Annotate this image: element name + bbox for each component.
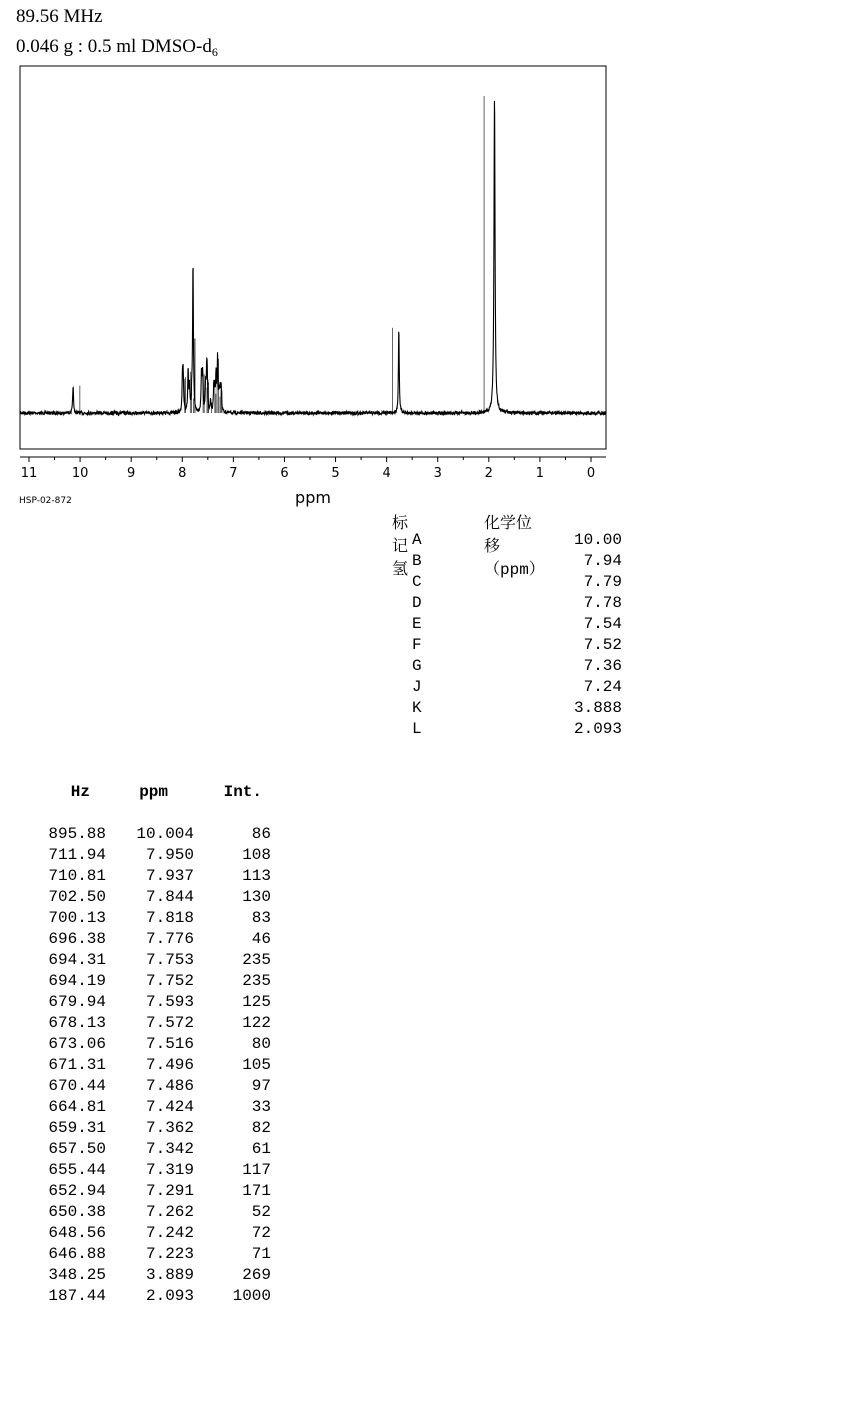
x-axis-ticks [29,457,591,462]
peak-header-hz: Hz [70,783,90,801]
peak-intensity: 122 [242,1014,271,1032]
nmr-spectrum-chart [0,0,850,520]
peak-intensity: 33 [251,1098,271,1116]
peak-intensity: 235 [242,951,271,969]
peak-hz: 670.44 [48,1077,106,1095]
peak-ppm: 7.752 [145,972,194,990]
peak-intensity: 97 [251,1077,271,1095]
peak-ppm: 7.776 [145,930,194,948]
x-tick-label: 2 [484,466,493,481]
peak-ppm: 2.093 [145,1287,194,1305]
peak-header-ppm: ppm [139,783,168,801]
peak-ppm: 7.262 [145,1203,194,1221]
x-tick-label: 0 [586,466,596,481]
peak-hz: 655.44 [48,1161,106,1179]
peak-intensity: 83 [251,909,271,927]
assignment-label: J [412,678,422,696]
x-tick-label: 6 [280,466,289,481]
peak-hz: 657.50 [48,1140,106,1158]
assignment-shift: 7.52 [583,636,622,654]
assignment-shift: 7.54 [583,615,622,633]
peak-intensity: 71 [251,1245,271,1263]
x-tick-label: 1 [535,466,545,481]
peak-ppm: 7.242 [145,1224,194,1242]
assignment-shift: 10.00 [573,531,622,549]
peak-hz: 348.25 [48,1266,106,1284]
peak-ppm: 7.342 [145,1140,194,1158]
peak-ppm: 7.844 [145,888,194,906]
assignment-label: A [412,531,422,549]
peak-hz: 678.13 [48,1014,106,1032]
peak-intensity: 86 [251,825,271,843]
peak-ppm: 7.753 [145,951,194,969]
plot-frame [20,66,606,449]
sample-subscript: 6 [211,45,218,59]
peak-ppm: 7.362 [145,1119,194,1137]
x-tick-label: 7 [229,466,238,481]
peak-hz: 895.88 [48,825,106,843]
peak-intensity: 108 [242,846,271,864]
x-tick-label: 9 [127,466,136,481]
peak-ppm: 7.516 [145,1035,194,1053]
assignment-shift: 7.78 [583,594,622,612]
peak-intensity: 105 [242,1056,271,1074]
peak-ppm: 7.593 [145,993,194,1011]
x-tick-label: 8 [178,466,187,481]
peak-intensity: 269 [242,1266,271,1284]
peak-intensity: 46 [251,930,271,948]
peak-ppm: 10.004 [136,825,194,843]
assignment-shift: 3.888 [573,699,622,717]
assignment-label: L [412,720,422,738]
assignment-label: K [412,699,422,717]
peak-ppm: 7.291 [145,1182,194,1200]
peak-ppm: 7.950 [145,846,194,864]
peak-intensity: 130 [242,888,271,906]
x-axis-label: ppm [295,488,331,507]
peak-ppm: 3.889 [145,1266,194,1284]
peak-hz: 700.13 [48,909,106,927]
x-tick-label: 4 [382,466,391,481]
assignment-label: F [412,636,422,654]
peak-intensity: 61 [251,1140,271,1158]
peak-hz: 664.81 [48,1098,106,1116]
spectrometer-frequency: 89.56 MHz [16,6,103,27]
assignment-shift: 2.093 [573,720,622,738]
peak-intensity: 171 [242,1182,271,1200]
peak-ppm: 7.937 [145,867,194,885]
peak-ppm: 7.496 [145,1056,194,1074]
peak-ppm: 7.818 [145,909,194,927]
assignment-header-label: 标记氢 [392,515,409,579]
sample-text: 0.046 g : 0.5 ml DMSO-d [16,36,212,57]
peak-marks [80,96,484,413]
peak-hz: 650.38 [48,1203,106,1221]
peak-hz: 711.94 [48,846,106,864]
assignment-shift: 7.24 [583,678,622,696]
x-tick-label: 10 [71,466,89,481]
peak-hz: 696.38 [48,930,106,948]
peak-hz: 710.81 [48,867,106,885]
peak-hz: 671.31 [48,1056,106,1074]
peak-ppm: 7.424 [145,1098,194,1116]
assignment-label: D [412,594,422,612]
peak-intensity: 80 [251,1035,271,1053]
x-tick-label: 11 [20,466,38,481]
peak-hz: 646.88 [48,1245,106,1263]
assignment-label: C [412,573,422,591]
peak-hz: 694.31 [48,951,106,969]
assignment-shift: 7.36 [583,657,622,675]
peak-ppm: 7.223 [145,1245,194,1263]
peak-hz: 187.44 [48,1287,106,1305]
peak-hz: 702.50 [48,888,106,906]
peak-hz: 648.56 [48,1224,106,1242]
assignment-label: E [412,615,422,633]
x-axis-tick-labels [21,466,595,481]
spectrum-code: HSP-02-872 [19,496,72,506]
peak-ppm: 7.572 [145,1014,194,1032]
x-tick-label: 3 [433,466,442,481]
peak-hz: 673.06 [48,1035,106,1053]
assignment-shift: 7.94 [583,552,622,570]
peak-hz: 659.31 [48,1119,106,1137]
peak-intensity: 117 [242,1161,271,1179]
spectrum-trace [20,101,606,415]
peak-intensity: 82 [251,1119,271,1137]
peak-hz: 652.94 [48,1182,106,1200]
x-tick-label: 5 [331,466,340,481]
assignment-shift: 7.79 [583,573,622,591]
peak-intensity: 72 [251,1224,271,1242]
peak-intensity: 125 [242,993,271,1011]
assignment-label: G [412,657,422,675]
peak-ppm: 7.486 [145,1077,194,1095]
assignment-header-shift: 化学位移（ppm） [484,515,545,579]
peak-ppm: 7.319 [145,1161,194,1179]
peak-header-int: Int. [223,783,262,801]
peak-intensity: 235 [242,972,271,990]
peak-intensity: 1000 [232,1287,271,1305]
peak-hz: 679.94 [48,993,106,1011]
assignment-label: B [412,552,422,570]
peak-intensity: 113 [242,867,271,885]
peak-hz: 694.19 [48,972,106,990]
peak-intensity: 52 [251,1203,271,1221]
